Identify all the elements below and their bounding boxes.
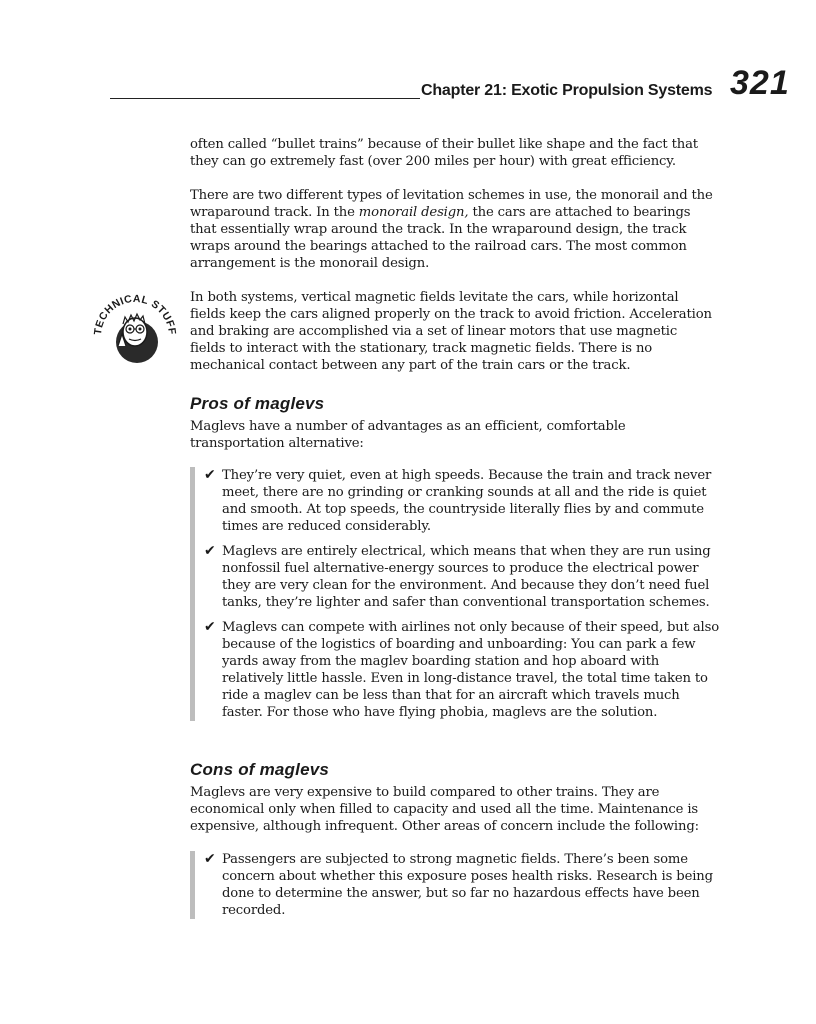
p2-text-end: the cars are attached to bearings that essentially wrap around the track. In the wraparound design, the track wraps around the bearings attached to the railroad cars. The most common arrangement is the monorail design. <box>190 205 691 271</box>
header-rule <box>110 98 420 99</box>
check-icon: ✔ <box>204 851 216 867</box>
list-item <box>195 851 719 919</box>
p2-text-start: There are two different types of levitation schemes in use, the monorail and the wraparound track. In the <box>190 188 713 220</box>
list-item <box>195 619 719 721</box>
technical-stuff-label: TECHNICAL STUFF <box>92 292 178 336</box>
chapter-title: Chapter 21: Exotic Propulsion Systems <box>421 82 713 99</box>
cons-heading: Cons of maglevs <box>190 760 330 779</box>
check-icon: ✔ <box>204 467 216 483</box>
list-item <box>195 543 719 611</box>
list-item-text: Maglevs can compete with airlines not only because of their speed, but also because of the logistics of boarding and unboarding: You can park a few yards away from the maglev boarding station and hop aboard with relatively little hassle. Even in long-distance travel, the total time taken to ride a maglev can be less than that for an aircraft which travels much faster. For those who have flying phobia, maglevs are the solution. <box>222 620 720 720</box>
paragraph-bullet-trains: often called “bullet trains” because of their bullet like shape and the fact that they can go extremely fast (over 200 miles per hour) with great efficiency. <box>190 137 698 169</box>
pros-intro: Maglevs have a number of advantages as an efficient, comfortable transportation alternative: <box>190 419 626 451</box>
cons-list <box>190 851 719 919</box>
check-icon: ✔ <box>204 543 216 559</box>
paragraph-levitation-schemes <box>190 187 714 272</box>
list-item <box>195 467 719 535</box>
cons-intro: Maglevs are very expensive to build compared to other trains. They are economical only when filled to capacity and used all the time. Maintenance is expensive, although infrequent. Other areas of concern include the following: <box>190 785 699 834</box>
pros-list <box>190 467 719 721</box>
page-number: 321 <box>730 64 790 102</box>
check-icon: ✔ <box>204 619 216 635</box>
p2-emphasis: monorail design, <box>358 205 469 220</box>
technical-stuff-icon <box>92 284 178 370</box>
paragraph-magnetic-fields: In both systems, vertical magnetic fields levitate the cars, while horizontal fields keep the cars aligned properly on the track to avoid friction. Acceleration and braking are accomplished via a set of linear motors that use magnetic fields to interact with the stationary, track magnetic fields. There is no mechanical contact between any part of the train cars or the track. <box>190 290 712 373</box>
list-item-text: Maglevs are entirely electrical, which means that when they are run using nonfossil fuel alternative-energy sources to produce the electrical power they are very clean for the environment. And because they don’t need fuel tanks, they’re lighter and safer than conventional transportation schemes. <box>222 544 711 610</box>
list-item-text: They’re very quiet, even at high speeds. Because the train and track never meet, there are no grinding or cranking sounds at all and the ride is quiet and smooth. At top speeds, the countryside literally flies by and commute times are reduced considerably. <box>222 468 712 534</box>
pros-heading: Pros of maglevs <box>190 394 325 413</box>
list-item-text: Passengers are subjected to strong magnetic fields. There’s been some concern about whether this exposure poses health risks. Research is being done to determine the answer, but so far no hazardous effects have been recorded. <box>222 852 713 918</box>
